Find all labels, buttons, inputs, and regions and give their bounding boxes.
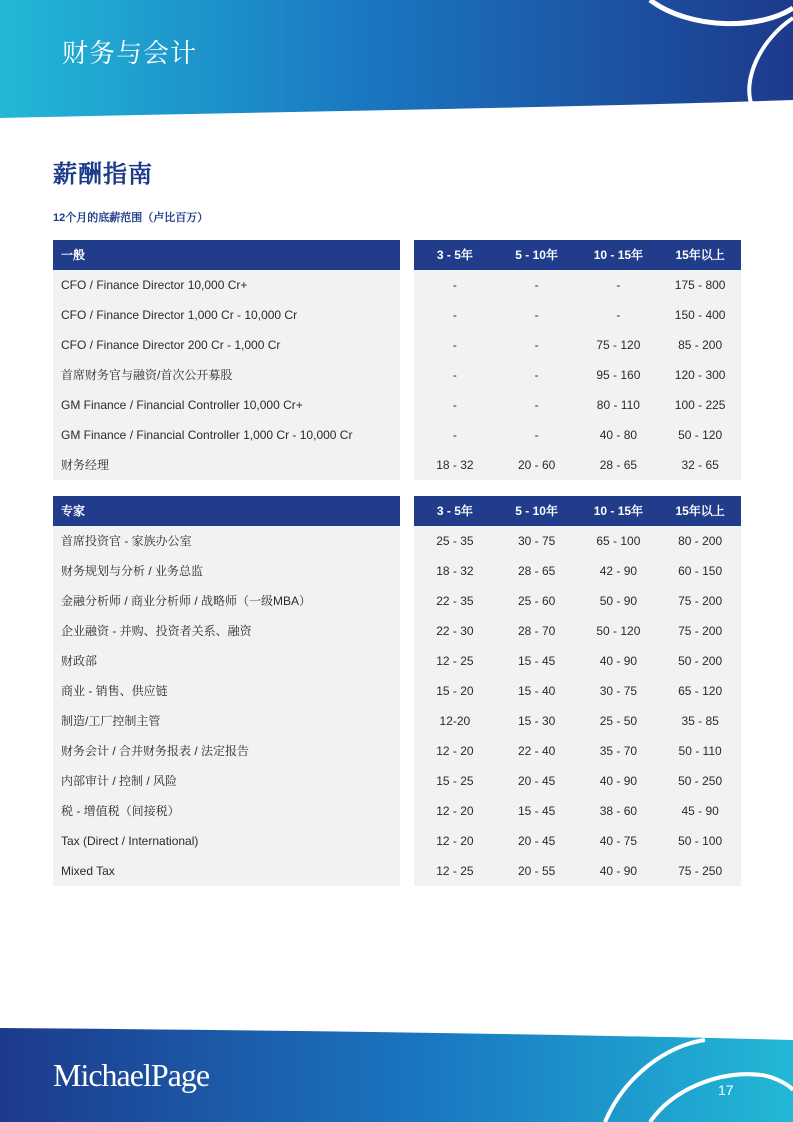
salary-range-cell: 45 - 90	[681, 804, 719, 818]
salary-range-cell: 85 - 200	[678, 338, 723, 352]
salary-table-specialist	[53, 496, 741, 886]
salary-range-cell: 65 - 120	[678, 684, 723, 698]
salary-range-cell: 25 - 50	[599, 714, 638, 728]
table-row	[53, 676, 741, 706]
table-header	[53, 496, 741, 526]
role-label: CFO / Finance Director 200 Cr - 1,000 Cr	[53, 330, 400, 360]
salary-range-cell: 65 - 100	[596, 534, 641, 548]
salary-cells	[414, 450, 741, 480]
role-label: Mixed Tax	[53, 856, 400, 886]
table-row	[53, 856, 741, 886]
salary-range-cell: 50 - 90	[599, 594, 638, 608]
column-header: 10 - 15年	[593, 504, 644, 518]
table-row	[53, 556, 741, 586]
role-label: 金融分析师 / 商业分析师 / 战略师（一级MBA）	[53, 586, 400, 616]
michael-page-logo: MichaelPage	[53, 1057, 210, 1093]
salary-range-cell: 40 - 75	[599, 834, 638, 848]
salary-range-cell: 28 - 70	[517, 624, 556, 638]
table-row	[53, 706, 741, 736]
salary-cells	[414, 360, 741, 390]
salary-range-cell: 20 - 45	[517, 834, 556, 848]
salary-range-cell: 18 - 32	[436, 458, 474, 472]
salary-cells	[414, 330, 741, 360]
table-row	[53, 526, 741, 556]
salary-cells	[414, 796, 741, 826]
salary-range-cell: 20 - 60	[517, 458, 556, 472]
role-label: 财政部	[53, 646, 400, 676]
salary-range-cell: -	[616, 308, 621, 322]
salary-range-cell: 12 - 20	[436, 834, 474, 848]
salary-range-cell: 32 - 65	[681, 458, 719, 472]
salary-range-cell: 15 - 30	[517, 714, 556, 728]
table-row	[53, 826, 741, 856]
salary-range-cell: 28 - 65	[517, 564, 556, 578]
salary-range-cell: 50 - 110	[678, 744, 722, 758]
role-label: 商业 - 销售、供应链	[53, 676, 400, 706]
salary-range-cell: -	[534, 308, 539, 322]
salary-cells	[414, 586, 741, 616]
salary-range-cell: 75 - 120	[596, 338, 641, 352]
salary-cells	[414, 706, 741, 736]
column-header: 3 - 5年	[436, 504, 473, 518]
salary-range-cell: 50 - 100	[678, 834, 723, 848]
salary-range-cell: 75 - 250	[678, 864, 723, 878]
salary-cells	[414, 390, 741, 420]
table-row	[53, 360, 741, 390]
table-body	[53, 270, 741, 480]
role-label: CFO / Finance Director 1,000 Cr - 10,000 Cr	[53, 300, 400, 330]
salary-range-cell: 40 - 80	[599, 428, 638, 442]
table-row	[53, 736, 741, 766]
salary-cells	[414, 616, 741, 646]
salary-range-cell: 15 - 25	[436, 774, 474, 788]
table-body	[53, 526, 741, 886]
role-label: 企业融资 - 并购、投资者关系、融资	[53, 616, 400, 646]
salary-range-cell: 40 - 90	[599, 774, 638, 788]
salary-range-cell: 15 - 40	[517, 684, 556, 698]
salary-range-cell: -	[452, 308, 457, 322]
salary-range-cell: 30 - 75	[517, 534, 556, 548]
table-category-label: 专家	[53, 496, 400, 526]
salary-range-cell: 25 - 35	[436, 534, 474, 548]
salary-range-cell: 25 - 60	[517, 594, 556, 608]
salary-cells	[414, 766, 741, 796]
table-row	[53, 586, 741, 616]
salary-cells	[414, 526, 741, 556]
salary-range-cell: 20 - 55	[517, 864, 556, 878]
column-header: 5 - 10年	[515, 248, 558, 262]
table-header	[53, 240, 741, 270]
salary-range-cell: 60 - 150	[678, 564, 723, 578]
table-row	[53, 420, 741, 450]
salary-range-cell: 95 - 160	[596, 368, 641, 382]
table-row	[53, 766, 741, 796]
column-header: 10 - 15年	[593, 248, 644, 262]
salary-cells	[414, 856, 741, 886]
salary-range-cell: 12 - 25	[436, 864, 474, 878]
column-header: 5 - 10年	[515, 504, 558, 518]
table-row	[53, 796, 741, 826]
salary-range-cell: -	[452, 368, 457, 382]
salary-range-cell: 22 - 30	[436, 624, 474, 638]
salary-range-cell: 75 - 200	[678, 624, 723, 638]
table-row	[53, 616, 741, 646]
salary-range-cell: -	[452, 398, 457, 412]
salary-cells	[414, 736, 741, 766]
role-label: 制造/工厂控制主管	[53, 706, 400, 736]
table-category-label: 一般	[53, 240, 400, 270]
table-row	[53, 330, 741, 360]
salary-cells	[414, 556, 741, 586]
salary-range-cell: 100 - 225	[674, 398, 726, 412]
salary-range-cell: -	[452, 428, 457, 442]
salary-range-cell: 12 - 20	[436, 744, 474, 758]
salary-range-cell: 15 - 20	[436, 684, 474, 698]
salary-range-cell: -	[616, 278, 621, 292]
salary-range-cell: 12-20	[439, 714, 471, 728]
salary-range-cell: 15 - 45	[517, 654, 556, 668]
salary-range-cell: 30 - 75	[599, 684, 638, 698]
role-label: 税 - 增值税（间接税）	[53, 796, 400, 826]
salary-range-cell: -	[534, 398, 539, 412]
column-header: 3 - 5年	[436, 248, 473, 262]
salary-range-cell: 12 - 20	[436, 804, 474, 818]
section-title: 财务与会计	[62, 38, 198, 68]
salary-range-cell: 38 - 60	[599, 804, 638, 818]
salary-range-cell: 28 - 65	[599, 458, 638, 472]
role-label: 财务会计 / 合并财务报表 / 法定报告	[53, 736, 400, 766]
salary-range-cell: -	[534, 368, 539, 382]
salary-range-cell: 22 - 35	[436, 594, 474, 608]
salary-range-cell: 15 - 45	[517, 804, 556, 818]
salary-cells	[414, 270, 741, 300]
salary-cells	[414, 646, 741, 676]
salary-range-cell: 35 - 85	[681, 714, 719, 728]
salary-range-cell: -	[452, 338, 457, 352]
salary-range-cell: 42 - 90	[599, 564, 638, 578]
table-row	[53, 270, 741, 300]
page-heading: 薪酬指南	[53, 161, 153, 188]
subheading: 12个月的底薪范围（卢比百万）	[53, 212, 209, 224]
role-label: 内部审计 / 控制 / 风险	[53, 766, 400, 796]
role-label: Tax (Direct / International)	[53, 826, 400, 856]
salary-range-cell: 12 - 25	[436, 654, 474, 668]
salary-range-cell: 75 - 200	[678, 594, 723, 608]
column-header: 15年以上	[675, 248, 725, 262]
table-row	[53, 646, 741, 676]
salary-range-cell: 18 - 32	[436, 564, 474, 578]
role-label: GM Finance / Financial Controller 1,000 Cr - 10,000 Cr	[53, 420, 400, 450]
salary-cells	[414, 676, 741, 706]
table-row	[53, 390, 741, 420]
salary-range-cell: 20 - 45	[517, 774, 556, 788]
salary-cells	[414, 420, 741, 450]
column-header: 15年以上	[675, 504, 725, 518]
salary-range-cell: 80 - 200	[678, 534, 723, 548]
role-label: 财务经理	[53, 450, 400, 480]
salary-range-cell: 50 - 200	[678, 654, 723, 668]
salary-range-cell: 40 - 90	[599, 654, 638, 668]
salary-range-cell: 150 - 400	[674, 308, 726, 322]
role-label: GM Finance / Financial Controller 10,000 Cr+	[53, 390, 400, 420]
salary-range-cell: 50 - 120	[678, 428, 723, 442]
salary-cells	[414, 300, 741, 330]
salary-range-cell: 80 - 110	[596, 398, 640, 412]
page-number: 17	[718, 1082, 734, 1098]
role-label: 财务规划与分析 / 业务总监	[53, 556, 400, 586]
salary-range-cell: 35 - 70	[599, 744, 638, 758]
salary-range-cell: -	[534, 338, 539, 352]
role-label: 首席投资官 - 家族办公室	[53, 526, 400, 556]
role-label: 首席财务官与融资/首次公开募股	[53, 360, 400, 390]
salary-cells	[414, 826, 741, 856]
salary-range-cell: 175 - 800	[674, 278, 726, 292]
salary-table-general	[53, 240, 741, 480]
column-headers	[414, 240, 741, 270]
table-row	[53, 450, 741, 480]
salary-range-cell: 120 - 300	[674, 368, 726, 382]
salary-range-cell: -	[452, 278, 457, 292]
table-row	[53, 300, 741, 330]
salary-range-cell: 40 - 90	[599, 864, 638, 878]
salary-range-cell: 50 - 120	[596, 624, 641, 638]
salary-range-cell: 50 - 250	[678, 774, 723, 788]
salary-range-cell: 22 - 40	[517, 744, 556, 758]
salary-range-cell: -	[534, 278, 539, 292]
column-headers	[414, 496, 741, 526]
salary-range-cell: -	[534, 428, 539, 442]
role-label: CFO / Finance Director 10,000 Cr+	[53, 270, 400, 300]
